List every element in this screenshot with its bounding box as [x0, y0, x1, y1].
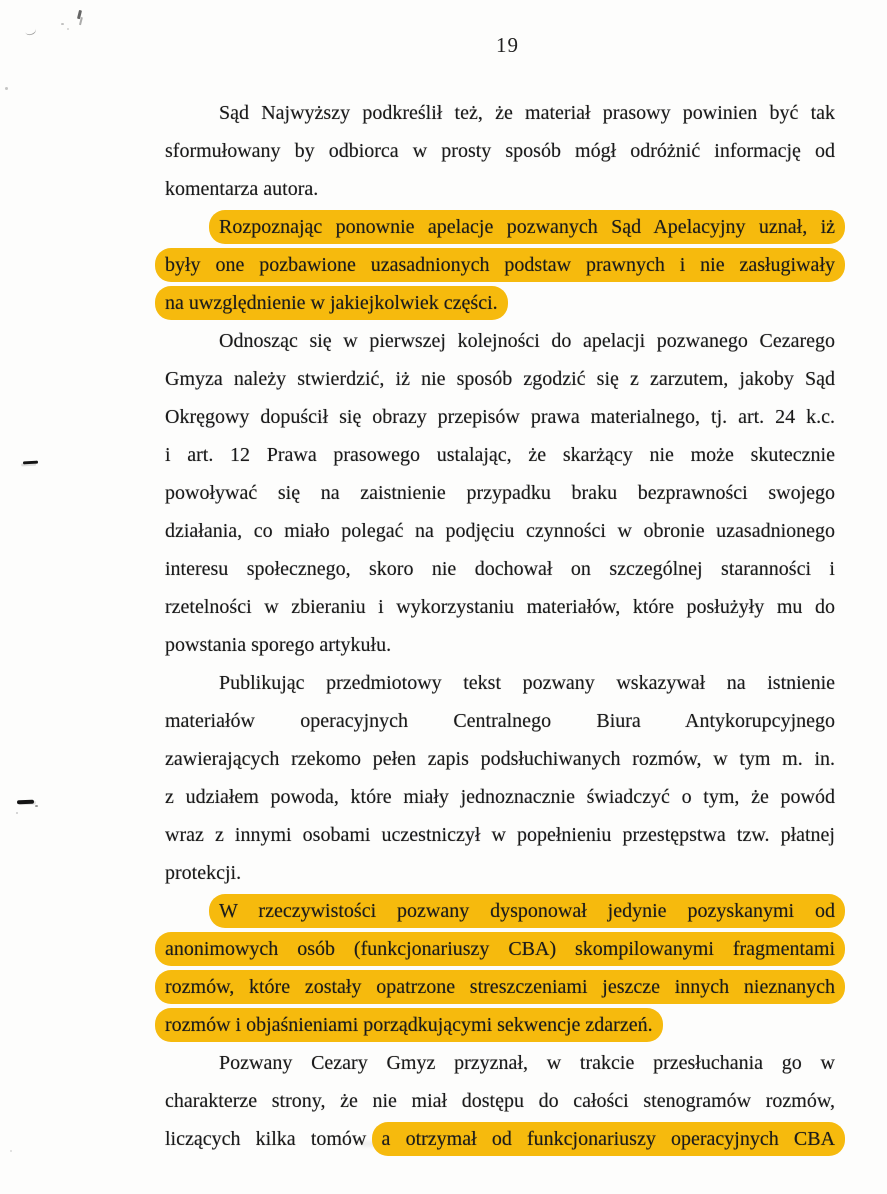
text-line	[165, 436, 835, 474]
highlighted-text: W rzeczywistości pozwany dysponował jedynie pozyskanymi od	[209, 894, 845, 928]
body-text: Okręgowy dopuścił się obrazy przepisów prawa materialnego, tj. art. 24 k.c.	[165, 406, 835, 428]
text-line	[165, 1082, 835, 1120]
body-text: rzetelności w zbieraniu i wykorzystaniu materiałów, które posłużyły mu do	[165, 596, 835, 618]
text-line	[165, 664, 835, 702]
highlighted-text: na uwzględnienie w jakiejkolwiek części.	[155, 286, 508, 320]
body-text: Sąd Najwyższy podkreślił też, że materiał prasowy powinien być tak	[219, 102, 835, 124]
text-line	[165, 968, 835, 1006]
body-text: z udziałem powoda, które miały jednoznacznie świadczyć o tym, że powód	[165, 786, 835, 808]
text-line	[165, 588, 835, 626]
text-line	[165, 1120, 835, 1158]
text-line	[165, 1044, 835, 1082]
text-line	[165, 550, 835, 588]
text-line	[165, 930, 835, 968]
body-text: Gmyza należy stwierdzić, iż nie sposób zgodzić się z zarzutem, jakoby Sąd	[165, 368, 835, 390]
highlighted-text: a otrzymał od funkcjonariuszy operacyjnych CBA	[372, 1122, 845, 1156]
body-text: wraz z innymi osobami uczestniczył w popełnieniu przestępstwa tzw. płatnej	[165, 824, 835, 846]
body-text: zawierających rzekomo pełen zapis podsłuchiwanych rozmów, w tym m. in.	[165, 748, 835, 770]
text-line	[165, 816, 835, 854]
text-line	[165, 740, 835, 778]
text-line	[165, 512, 835, 550]
scan-speck	[67, 28, 69, 30]
highlighted-text: Rozpoznając ponownie apelacje pozwanych Sąd Apelacyjny uznał, iż	[209, 210, 845, 244]
body-text: Odnosząc się w pierwszej kolejności do apelacji pozwanego Cezarego	[219, 330, 835, 352]
scan-smudge-stroke	[77, 10, 82, 19]
margin-dash	[17, 800, 34, 804]
text-line	[165, 474, 835, 512]
body-text: Publikując przedmiotowy tekst pozwany wskazywał na istnienie	[219, 672, 835, 694]
body-text: powoływać się na zaistnienie przypadku braku bezprawności swojego	[165, 482, 835, 504]
scan-smudge-squiggle	[24, 25, 37, 37]
text-line	[165, 626, 835, 664]
text-line	[165, 360, 835, 398]
text-line	[165, 322, 835, 360]
text-line	[165, 778, 835, 816]
scan-speck	[61, 23, 64, 25]
text-line	[165, 94, 835, 132]
text-line	[165, 892, 835, 930]
body-text: liczących kilka tomów	[165, 1128, 367, 1150]
scan-speck	[5, 87, 8, 90]
body-text: działania, co miało polegać na podjęciu czynności w obronie uzasadnionego	[165, 520, 835, 542]
highlighted-text: rozmów, które zostały opatrzone streszczeniami jeszcze innych nieznanych	[155, 970, 845, 1004]
text-line	[165, 208, 835, 246]
highlighted-text: rozmów i objaśnieniami porządkującymi sekwencje zdarzeń.	[155, 1008, 663, 1042]
body-text: charakterze strony, że nie miał dostępu do całości stenogramów rozmów,	[165, 1090, 835, 1112]
scan-speck	[10, 1150, 12, 1152]
body-text: Pozwany Cezary Gmyz przyznał, w trakcie przesłuchania go w	[219, 1052, 835, 1074]
text-line	[165, 284, 835, 322]
body-text: powstania sporego artykułu.	[165, 634, 392, 656]
text-line	[165, 702, 835, 740]
body-text: interesu społecznego, skoro nie dochował on szczególnej staranności i	[165, 558, 835, 580]
scan-speck	[35, 805, 38, 807]
page-number: 19	[496, 33, 519, 57]
text-line	[165, 854, 835, 892]
highlighted-text: były one pozbawione uzasadnionych podstaw prawnych i nie zasługiwały	[155, 248, 845, 282]
margin-dash	[23, 461, 38, 465]
text-line	[165, 398, 835, 436]
document-text-block	[165, 94, 835, 1158]
highlighted-text: anonimowych osób (funkcjonariuszy CBA) skompilowanymi fragmentami	[155, 932, 845, 966]
body-text: protekcji.	[165, 862, 242, 884]
scan-speck	[16, 812, 18, 814]
text-line	[165, 132, 835, 170]
body-text: materiałów operacyjnych Centralnego Biura Antykorupcyjnego	[165, 710, 835, 732]
body-text: komentarza autora.	[165, 178, 319, 200]
body-text: sformułowany by odbiorca w prosty sposób mógł odróżnić informację od	[165, 140, 835, 162]
text-line	[165, 170, 835, 208]
text-line	[165, 246, 835, 284]
body-text: i art. 12 Prawa prasowego ustalając, że skarżący nie może skutecznie	[165, 444, 835, 466]
text-line	[165, 1006, 835, 1044]
